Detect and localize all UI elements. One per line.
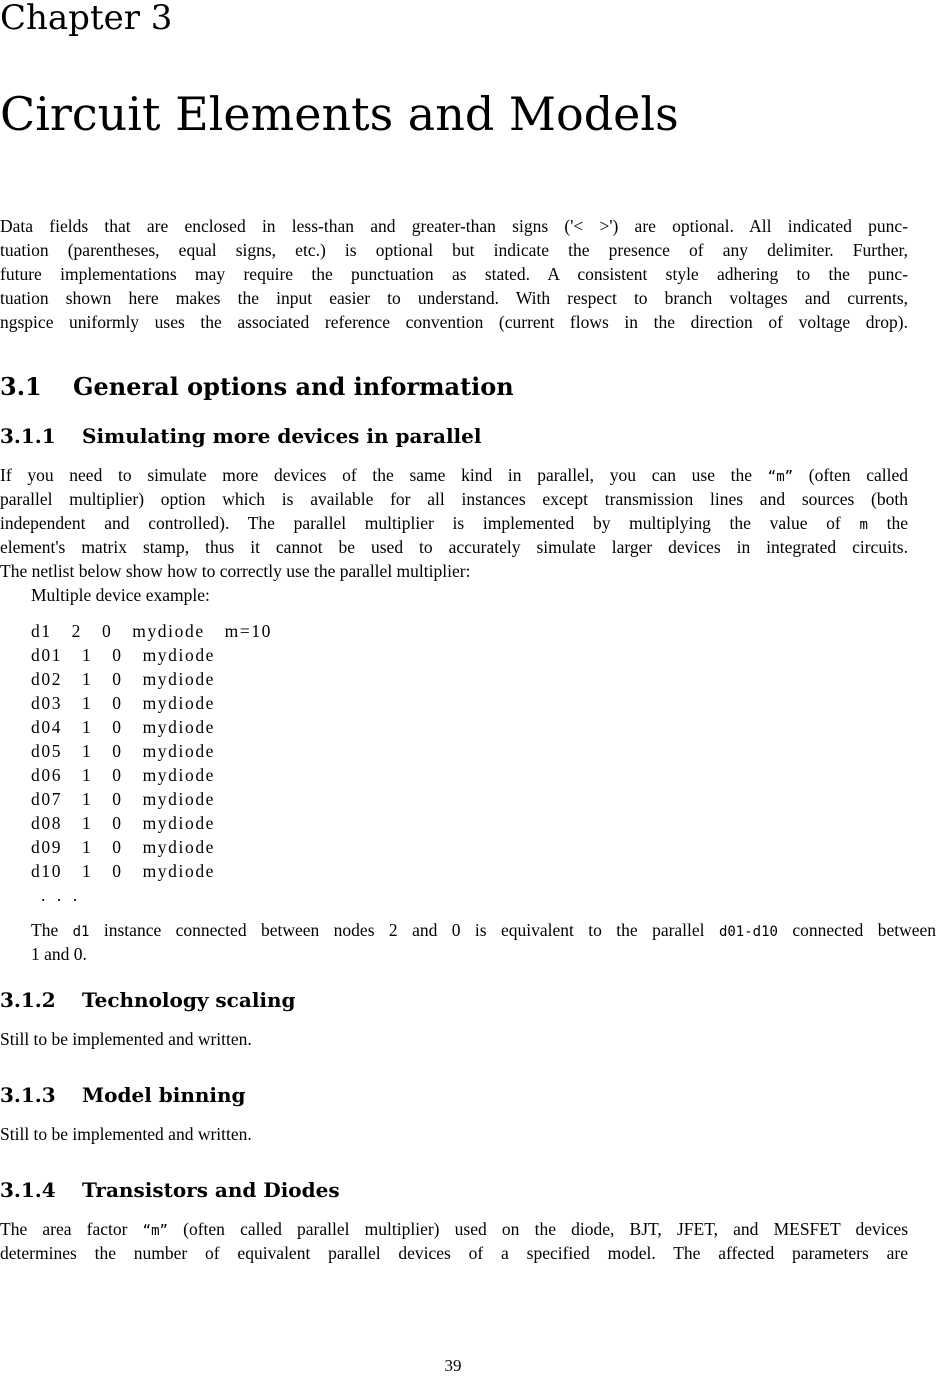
text-run: the [867, 513, 908, 533]
code-line: d04 1 0 mydiode [31, 717, 216, 737]
chapter-title: Circuit Elements and Models [0, 87, 679, 141]
code-line: d06 1 0 mydiode [31, 765, 216, 785]
code-line: d05 1 0 mydiode [31, 741, 216, 761]
inline-code: d1 [72, 924, 90, 940]
netlist-code-block [31, 619, 272, 907]
intro-line: ngspice uniformly uses the associated reference convention (current flows in the direction of voltage drop). [0, 312, 908, 332]
transistors-paragraph [0, 1217, 908, 1265]
section-heading-3-1-2 [0, 987, 296, 1013]
text-run: The [31, 920, 73, 940]
paragraph-line: element's matrix stamp, thus it cannot be used to accurately simulate larger devices in integrated circuits. [0, 537, 908, 557]
code-line: . . . [31, 885, 79, 905]
technology-scaling-body: Still to be implemented and written. [0, 1029, 252, 1049]
paragraph-line [0, 511, 908, 535]
text-run: (often called [793, 465, 909, 485]
section-title: Simulating more devices in parallel [82, 424, 482, 448]
code-line: d08 1 0 mydiode [31, 813, 216, 833]
intro-paragraph [0, 214, 908, 334]
chapter-label: Chapter 3 [0, 0, 173, 38]
paragraph-line [0, 463, 908, 487]
text-run: independent and controlled). The parallel multiplier is implemented by multiplying the value of [0, 513, 860, 533]
section-heading-3-1-3 [0, 1082, 246, 1108]
equivalence-paragraph [31, 918, 936, 966]
section-heading-3-1-4 [0, 1177, 340, 1203]
parallel-paragraph [0, 463, 908, 583]
text-run: instance connected between nodes 2 and 0 is equivalent to the parallel [89, 920, 719, 940]
section-title: Model binning [82, 1083, 246, 1107]
code-line: d02 1 0 mydiode [31, 669, 216, 689]
code-line: d10 1 0 mydiode [31, 861, 216, 881]
section-number: 3.1.1 [0, 424, 56, 448]
paragraph-line: parallel multiplier) option which is available for all instances except transmission lines and sources (both [0, 489, 908, 509]
paragraph-line: 1 and 0. [31, 944, 87, 964]
section-number: 3.1.4 [0, 1178, 56, 1202]
section-number: 3.1 [0, 372, 42, 401]
section-heading-3-1 [0, 372, 514, 402]
text-run: The area factor [0, 1219, 143, 1239]
intro-line: future implementations may require the punctuation as stated. A consistent style adhering to the punc- [0, 264, 908, 284]
model-binning-body: Still to be implemented and written. [0, 1124, 252, 1144]
code-line: d1 2 0 mydiode m=10 [31, 621, 273, 641]
page-number: 39 [444, 1356, 462, 1375]
inline-code: “m” [767, 469, 794, 485]
code-line: d01 1 0 mydiode [31, 645, 216, 665]
section-number: 3.1.2 [0, 988, 56, 1012]
text-run: (often called parallel multiplier) used on the diode, BJT, JFET, and MESFET devices [167, 1219, 908, 1239]
intro-line: tuation shown here makes the input easier to understand. With respect to branch voltages and currents, [0, 288, 908, 308]
section-heading-3-1-1 [0, 423, 481, 449]
inline-code: “m” [142, 1223, 168, 1239]
text-run: connected between [777, 920, 936, 940]
paragraph-line: determines the number of equivalent parallel devices of a specified model. The affected parameters are [0, 1243, 908, 1263]
section-title: Transistors and Diodes [82, 1178, 340, 1202]
inline-code: d01-d10 [718, 924, 778, 940]
paragraph-line [0, 1217, 908, 1241]
code-line: d03 1 0 mydiode [31, 693, 216, 713]
section-number: 3.1.3 [0, 1083, 56, 1107]
section-title: General options and information [73, 372, 514, 401]
paragraph-line: The netlist below show how to correctly use the parallel multiplier: [0, 561, 471, 581]
text-run: If you need to simulate more devices of the same kind in parallel, you can use the [0, 465, 768, 485]
paragraph-line [31, 918, 936, 942]
section-title: Technology scaling [82, 988, 296, 1012]
example-label: Multiple device example: [31, 585, 210, 605]
intro-line: Data fields that are enclosed in less-than and greater-than signs ('< >') are optional. All indicated punc- [0, 216, 908, 236]
intro-line: tuation (parentheses, equal signs, etc.) is optional but indicate the presence of any delimiter. Further, [0, 240, 908, 260]
code-line: d09 1 0 mydiode [31, 837, 216, 857]
code-line: d07 1 0 mydiode [31, 789, 216, 809]
inline-code: m [859, 517, 868, 533]
